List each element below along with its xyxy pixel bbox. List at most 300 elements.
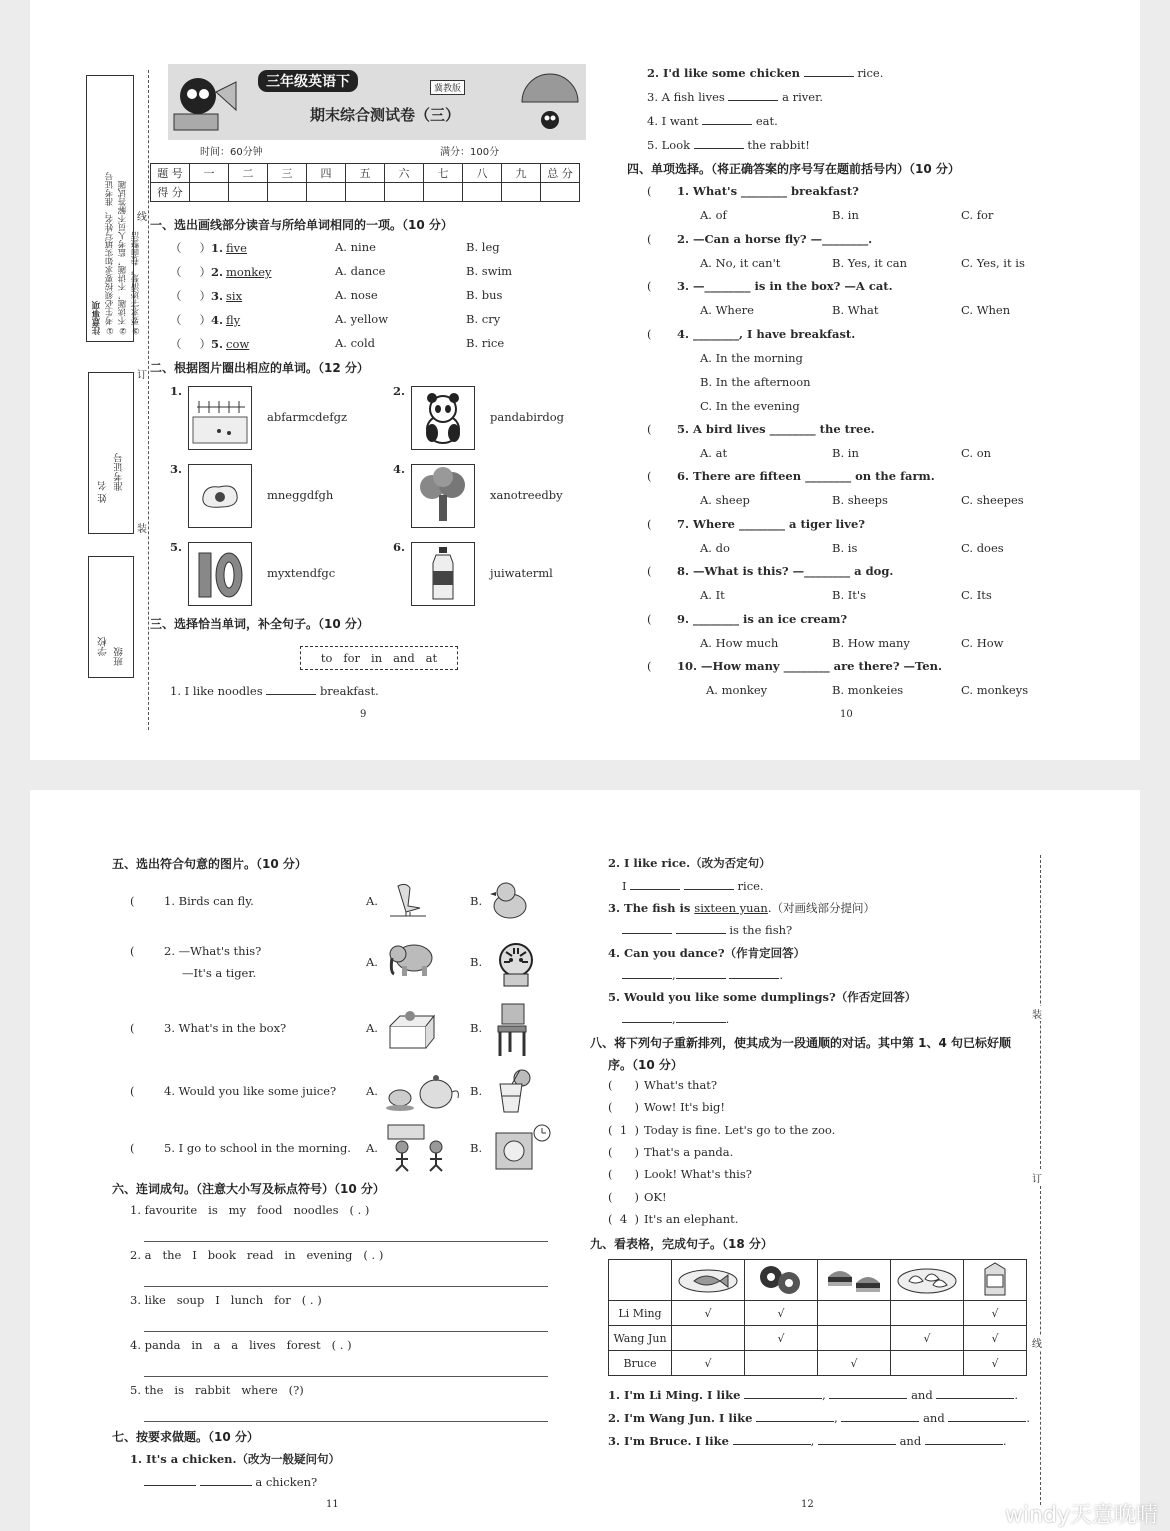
answer-line[interactable] [144, 1331, 548, 1332]
class-label: 班级 [114, 647, 125, 666]
answer-paren-sec4[interactable]: ( [647, 469, 652, 483]
q-text: is the fish? [729, 923, 793, 937]
option-a[interactable]: A. In the morning [700, 350, 803, 365]
sentence-text: Today is fine. Let's go to the zoo. [644, 1122, 836, 1137]
sec8-item [608, 1167, 752, 1181]
item-number: 5. [211, 337, 224, 351]
check-cell[interactable]: √ [745, 1326, 818, 1351]
farm-picture [188, 386, 252, 450]
choice-b-label[interactable]: B. [470, 1141, 483, 1155]
choice-a-label[interactable]: A. [366, 1141, 378, 1155]
option-b[interactable]: B. is [832, 540, 858, 555]
open-paren: （ [170, 313, 182, 327]
sec7-answer-3 [622, 922, 792, 937]
option-c[interactable]: C. In the evening [700, 398, 800, 413]
check-cell[interactable] [745, 1351, 818, 1376]
option-a[interactable]: A. monkey [706, 683, 768, 697]
sec7-answer-2 [622, 878, 764, 893]
answer-paren-sec5[interactable]: ( [130, 1084, 135, 1098]
score-input[interactable] [541, 183, 580, 202]
option-a[interactable]: A. yellow [335, 312, 389, 326]
answer-line[interactable] [144, 1421, 548, 1422]
sec5-question [130, 1021, 286, 1035]
answer-line[interactable] [144, 1286, 548, 1287]
choice-a-label[interactable]: A. [366, 894, 378, 908]
choice-b-label[interactable]: B. [470, 894, 483, 908]
check-cell[interactable]: √ [964, 1326, 1027, 1351]
person-name: Bruce [609, 1351, 672, 1376]
option-a[interactable]: A. nine [335, 240, 376, 254]
open-paren: （ [170, 289, 182, 303]
order-number: 4 [619, 1211, 628, 1226]
score-cell: 八 [463, 164, 502, 183]
sec3-question-4 [647, 113, 778, 128]
letters-2: pandabirdog [490, 410, 565, 424]
section-7-title: 七、按要求做题。（10 分） [112, 1430, 259, 1444]
option-a[interactable]: A. It [700, 588, 725, 602]
q-text: I [622, 879, 627, 893]
page-number: 10 [840, 709, 853, 720]
close-paren: ） [199, 289, 211, 303]
score-input[interactable] [502, 183, 541, 202]
sentence-text: Wow! It's big! [644, 1100, 725, 1115]
food-row [609, 1301, 1027, 1326]
answer-blank[interactable] [829, 1387, 907, 1399]
score-input[interactable] [385, 183, 424, 202]
answer-blank[interactable] [804, 65, 854, 77]
food-cell [745, 1260, 818, 1301]
sentence-text: It's an elephant. [644, 1211, 739, 1226]
sec4-question [647, 612, 847, 626]
sec4-question [647, 517, 865, 531]
answer-paren-sec5[interactable]: ( [130, 894, 135, 908]
order-paren[interactable]: ( ) [608, 1078, 639, 1092]
question-text: 4. Would you like some juice? [164, 1084, 337, 1098]
q-text: rice. [857, 66, 884, 80]
option-c[interactable]: C. for [961, 208, 994, 222]
option-b[interactable]: B. In the afternoon [700, 374, 811, 389]
option-b[interactable]: B. rice [466, 336, 505, 350]
answer-paren-sec4[interactable]: ( [647, 184, 652, 198]
option-c[interactable]: C. sheepes [961, 493, 1024, 507]
choice-a-label[interactable]: A. [366, 955, 378, 969]
sec4-question [647, 422, 875, 436]
tree-picture [411, 464, 475, 528]
school-box [88, 556, 134, 678]
score-cell: 七 [424, 164, 463, 183]
notice-rule-1: ①考生必须按要求如实填写姓名、准考证号 [105, 172, 115, 335]
sec9-sentence-2: 2. I'm Wang Jun. I like , and . [608, 1411, 1030, 1425]
answer-blank[interactable] [728, 89, 778, 101]
answer-paren-sec4[interactable]: ( [647, 659, 652, 673]
header-banner [168, 64, 586, 140]
section-4-title: 四、单项选择。（将正确答案的序号写在题前括号内）（10 分） [627, 162, 960, 176]
sec1-item [170, 240, 247, 256]
sec5-question [130, 944, 261, 958]
option-b[interactable]: B. leg [466, 240, 500, 254]
answer-blank[interactable] [925, 1433, 1003, 1445]
question-text: 8. —What is this? —________ a dog. [677, 564, 894, 578]
given-word: six [226, 289, 243, 303]
answer-blank[interactable] [622, 967, 672, 979]
pic-num-6: 6. [393, 540, 406, 554]
option-b[interactable]: B. It's [832, 588, 866, 602]
letters-5: myxtendfgc [267, 566, 336, 580]
comma: , [672, 968, 676, 982]
school-label: 学校 [98, 637, 109, 656]
answer-blank[interactable] [622, 922, 672, 934]
score-input[interactable] [268, 183, 307, 202]
section-3-title: 三、选择恰当单词，补全句子。（10 分） [150, 617, 369, 631]
sec7-answer-1 [144, 1474, 317, 1489]
sec7-answer-5 [622, 1011, 729, 1026]
heron-icon [386, 878, 430, 922]
option-b[interactable]: B. Yes, it can [832, 255, 908, 270]
score-input[interactable] [229, 183, 268, 202]
sec5-question [130, 894, 254, 908]
farm-icon [189, 387, 251, 449]
answer-blank[interactable] [676, 967, 726, 979]
food-cell [964, 1260, 1027, 1301]
juice-glass-icon [492, 1066, 536, 1116]
section-2-title: 二、根据图片圈出相应的单词。（12 分） [150, 361, 369, 375]
time-limit: 时间：60分钟 [200, 147, 263, 158]
ten-picture [188, 542, 252, 606]
answer-paren-sec5[interactable]: ( [130, 944, 135, 958]
exam-no-label: 准考证号 [114, 453, 125, 491]
check-cell[interactable] [891, 1351, 964, 1376]
answer-line[interactable] [144, 1241, 548, 1242]
sec1-item [170, 336, 249, 352]
answer-paren-sec4[interactable]: ( [647, 421, 652, 436]
question-text: 10. —How many ________ are there? —Ten. [677, 659, 942, 673]
score-table [150, 163, 580, 202]
answer-blank[interactable] [694, 137, 744, 149]
question-text: 3. —________ is in the box? —A cat. [677, 279, 893, 293]
mascot-icon [172, 68, 242, 138]
answer-paren-sec5[interactable]: ( [130, 1021, 135, 1035]
score-cell: 四 [307, 164, 346, 183]
option-c[interactable]: C. When [961, 303, 1011, 317]
binding-zhuang-right: 装 [1032, 1006, 1042, 1021]
sec6-words: 1. favourite is my food noodles ( . ) [130, 1203, 370, 1217]
food-table-body [609, 1301, 1027, 1376]
option-b[interactable]: B. in [832, 445, 859, 460]
option-a[interactable]: A. dance [335, 264, 386, 278]
check-cell[interactable]: √ [672, 1351, 745, 1376]
sec3-question-2 [647, 65, 883, 80]
section-6-title: 六、连词成句。（注意大小写及标点符号）（10 分） [112, 1182, 385, 1196]
q-text: .（对画线部分提问） [767, 901, 875, 915]
binding-ding: 订 [137, 370, 147, 381]
option-a[interactable]: A. No, it can't [700, 255, 781, 270]
corner-cell [609, 1260, 672, 1301]
option-c[interactable]: C. does [961, 540, 1004, 555]
section-9-title: 九、看表格，完成句子。（18 分） [590, 1237, 773, 1251]
score-cell: 三 [268, 164, 307, 183]
food-table [608, 1259, 1027, 1376]
score-input[interactable] [346, 183, 385, 202]
q-text: 4. I want [647, 114, 699, 128]
sec6-words: 5. the is rabbit where (?) [130, 1383, 304, 1397]
page-number: 11 [326, 1499, 339, 1510]
notice-label: 注意事项 [92, 301, 102, 335]
order-paren[interactable]: ( ) [608, 1100, 639, 1115]
option-b[interactable]: B. swim [466, 264, 513, 278]
answer-blank[interactable] [841, 1410, 919, 1422]
q-text: breakfast. [319, 684, 379, 698]
q-text: a chicken? [255, 1475, 318, 1489]
q-text: the rabbit! [747, 138, 810, 152]
option-a[interactable]: A. Where [700, 303, 754, 317]
answer-blank[interactable] [144, 1474, 196, 1486]
q-text: 2. I'm Wang Jun. I like [608, 1411, 753, 1425]
page-number: 12 [801, 1499, 814, 1510]
pic-num-3: 3. [170, 462, 183, 476]
tree-icon [412, 465, 474, 527]
option-c[interactable]: C. How [961, 635, 1004, 650]
sec5-question [130, 1141, 351, 1155]
exam-title: 期末综合测试卷（三） [310, 106, 461, 124]
tea-set-icon [386, 1066, 462, 1114]
answer-blank[interactable] [630, 878, 680, 890]
option-c[interactable]: C. Yes, it is [961, 255, 1025, 270]
sleeping-boy-clock-icon [492, 1123, 552, 1173]
score-input[interactable] [424, 183, 463, 202]
choice-a-label[interactable]: A. [366, 1021, 378, 1035]
open-paren: （ [170, 337, 182, 351]
sec7-question-5: 5. Would you like some dumplings?（作否定回答） [608, 990, 917, 1004]
score-value-row [151, 183, 580, 202]
answer-blank[interactable] [733, 1433, 811, 1445]
answer-blank[interactable] [676, 1011, 726, 1023]
sec9-sentence-3: 3. I'm Bruce. I like , and . [608, 1434, 1007, 1448]
sec1-item [170, 288, 242, 304]
answer-blank[interactable] [936, 1387, 1014, 1399]
answer-blank[interactable] [684, 878, 734, 890]
score-input[interactable] [307, 183, 346, 202]
q-text: 1. I like noodles [170, 684, 263, 698]
score-cell: 一 [190, 164, 229, 183]
answer-paren-sec4[interactable]: ( [647, 564, 652, 578]
and-word: and [911, 1388, 933, 1402]
score-cell: 题 号 [151, 164, 190, 183]
sec9-sentence-1: 1. I'm Li Ming. I like , and . [608, 1388, 1019, 1402]
watermark: windy天意晚晴 [1004, 1503, 1158, 1528]
food-header-row [609, 1260, 1027, 1301]
elephant-icon [386, 938, 438, 982]
sec1-item [170, 264, 272, 280]
sec4-question [647, 279, 893, 293]
answer-line[interactable] [144, 1376, 548, 1377]
option-b[interactable]: B. sheeps [832, 493, 888, 507]
underlined-text: sixteen yuan [694, 901, 768, 915]
sec6-words: 2. a the I book read in evening ( . ) [130, 1248, 384, 1262]
tiger-icon [492, 938, 540, 988]
question-text: 7. Where ________ a tiger live? [677, 516, 866, 531]
order-paren[interactable]: ( ) [608, 1167, 639, 1182]
q-text: 2. I'd like some chicken [647, 66, 800, 80]
section-8-title-cont: 序。（10 分） [608, 1058, 683, 1072]
score-input[interactable] [190, 183, 229, 202]
name-label: 姓 名 [98, 481, 109, 504]
question-text: 2. —Can a horse fly? —________. [677, 231, 873, 246]
q-text: 3. The fish is [608, 901, 695, 915]
answer-blank[interactable] [948, 1410, 1026, 1422]
check-cell[interactable] [818, 1326, 891, 1351]
option-a[interactable]: A. nose [335, 288, 378, 302]
option-a[interactable]: A. of [700, 208, 727, 222]
option-b[interactable]: B. What [832, 303, 879, 317]
sec6-words: 4. panda in a a lives forest ( . ) [130, 1338, 352, 1352]
milk-carton-icon [975, 1261, 1015, 1297]
check-cell[interactable] [672, 1326, 745, 1351]
choice-a-label[interactable]: A. [366, 1084, 378, 1098]
duck-chick-icon [488, 878, 532, 922]
answer-blank[interactable] [702, 113, 752, 125]
sec6-words: 3. like soup I lunch for ( . ) [130, 1293, 322, 1307]
full-score: 满分：100分 [440, 147, 500, 158]
balloon-icon [514, 68, 584, 138]
answer-blank[interactable] [200, 1474, 252, 1486]
score-header-row [151, 164, 580, 183]
choice-b-label[interactable]: B. [470, 955, 483, 969]
sec8-item [608, 1190, 667, 1204]
answer-blank[interactable] [676, 922, 726, 934]
option-b[interactable]: B. monkeies [832, 683, 904, 697]
sec5-question [130, 1084, 336, 1098]
answer-paren-sec5[interactable]: ( [130, 1141, 135, 1155]
check-cell[interactable] [891, 1301, 964, 1326]
letters-4: xanotreedby [490, 488, 563, 502]
check-cell[interactable]: √ [672, 1301, 745, 1326]
sec8-item [608, 1100, 725, 1114]
answer-blank[interactable] [266, 683, 316, 695]
pic-num-4: 4. [393, 462, 406, 476]
sentence-text: What's that? [644, 1078, 718, 1092]
food-cell [672, 1260, 745, 1301]
check-cell[interactable]: √ [745, 1301, 818, 1326]
binding-ding-right: 订 [1032, 1170, 1042, 1185]
answer-paren-sec4[interactable]: ( [647, 326, 652, 341]
check-cell[interactable]: √ [891, 1326, 964, 1351]
pic-num-2: 2. [393, 384, 406, 398]
period: . [779, 968, 783, 982]
close-paren: ） [199, 313, 211, 327]
option-a[interactable]: A. do [700, 540, 730, 555]
edition-badge: 冀教版 [430, 80, 465, 95]
sec3-question-3 [647, 89, 823, 104]
page-number: 9 [360, 709, 367, 720]
sec1-item [170, 312, 240, 328]
sentence-text: Look! What's this? [644, 1167, 752, 1182]
fish-plate-icon [676, 1263, 740, 1295]
check-cell[interactable]: √ [964, 1301, 1027, 1326]
sec7-question-2: 2. I like rice.（改为否定句） [608, 856, 771, 870]
question-text-cont: —It's a tiger. [182, 966, 257, 980]
answer-paren-sec4[interactable]: ( [647, 231, 652, 246]
option-a[interactable]: A. at [700, 445, 728, 460]
panda-picture [411, 386, 475, 450]
answer-blank[interactable] [729, 967, 779, 979]
option-a[interactable]: A. How much [700, 635, 779, 650]
score-input[interactable] [463, 183, 502, 202]
egg-picture [188, 464, 252, 528]
question-text: 1. What's ________ breakfast? [677, 184, 859, 198]
sentence-text: That's a panda. [644, 1144, 734, 1159]
sec8-item [608, 1212, 738, 1226]
water-bottle-icon [412, 543, 474, 605]
option-b[interactable]: B. in [832, 208, 859, 222]
option-c[interactable]: C. on [961, 445, 992, 460]
sec7-question-3 [608, 900, 875, 916]
binding-xian-right: 线 [1032, 1335, 1042, 1350]
q-text: rice. [737, 879, 764, 893]
check-cell[interactable]: √ [818, 1351, 891, 1376]
option-a[interactable]: A. sheep [700, 493, 750, 507]
option-a[interactable]: A. cold [335, 336, 376, 350]
answer-paren-sec4[interactable]: ( [647, 516, 652, 531]
question-text: 2. —What's this? [164, 944, 262, 958]
choice-b-label[interactable]: B. [470, 1021, 483, 1035]
option-c[interactable]: C. monkeys [961, 683, 1029, 697]
answer-blank[interactable] [818, 1433, 896, 1445]
q-text: 3. I'm Bruce. I like [608, 1434, 729, 1448]
order-paren[interactable]: ( 1 ) [608, 1122, 639, 1137]
comma: , [672, 1012, 676, 1026]
donuts-icon [749, 1263, 813, 1295]
choice-b-label[interactable]: B. [470, 1084, 483, 1098]
binding-xian: 线 [137, 212, 147, 223]
answer-paren-sec4[interactable]: ( [647, 611, 652, 626]
box-with-toy-icon [386, 1004, 438, 1052]
option-c[interactable]: C. Its [961, 588, 992, 602]
answer-paren-sec4[interactable]: ( [647, 279, 652, 293]
question-text: 6. There are fifteen ________ on the farm. [677, 469, 935, 483]
name-box [88, 372, 134, 534]
answer-blank[interactable] [744, 1387, 822, 1399]
order-paren[interactable]: ( ) [608, 1144, 639, 1159]
food-cell [891, 1260, 964, 1301]
dumplings-icon [895, 1263, 959, 1295]
exam-sheet-top [30, 0, 1140, 760]
answer-blank[interactable] [622, 1011, 672, 1023]
check-cell[interactable]: √ [964, 1351, 1027, 1376]
question-text: 3. What's in the box? [164, 1021, 287, 1035]
option-b[interactable]: B. bus [466, 288, 503, 302]
option-b[interactable]: B. How many [832, 635, 910, 650]
option-b[interactable]: B. cry [466, 312, 501, 326]
pic-num-5: 5. [170, 540, 183, 554]
score-cell: 二 [229, 164, 268, 183]
order-paren[interactable]: ( ) [608, 1189, 639, 1204]
sec7-question-1: 1. It's a chicken.（改为一般疑问句） [130, 1452, 341, 1466]
answer-blank[interactable] [756, 1410, 834, 1422]
letters-6: juiwaterml [490, 566, 553, 580]
score-cell: 六 [385, 164, 424, 183]
letters-1: abfarmcdefgz [267, 410, 348, 424]
notice-rule-3: ③要求字迹清楚，卷面整洁 [131, 231, 141, 335]
order-paren[interactable]: ( 4 ) [608, 1211, 639, 1226]
item-number: 4. [211, 313, 224, 327]
check-cell[interactable] [818, 1301, 891, 1326]
pic-num-1: 1. [170, 384, 183, 398]
q-text: 1. I'm Li Ming. I like [608, 1388, 741, 1402]
sec8-item [608, 1078, 717, 1092]
sec4-question [647, 184, 859, 198]
given-word: fly [226, 313, 241, 327]
close-paren: ） [199, 265, 211, 279]
